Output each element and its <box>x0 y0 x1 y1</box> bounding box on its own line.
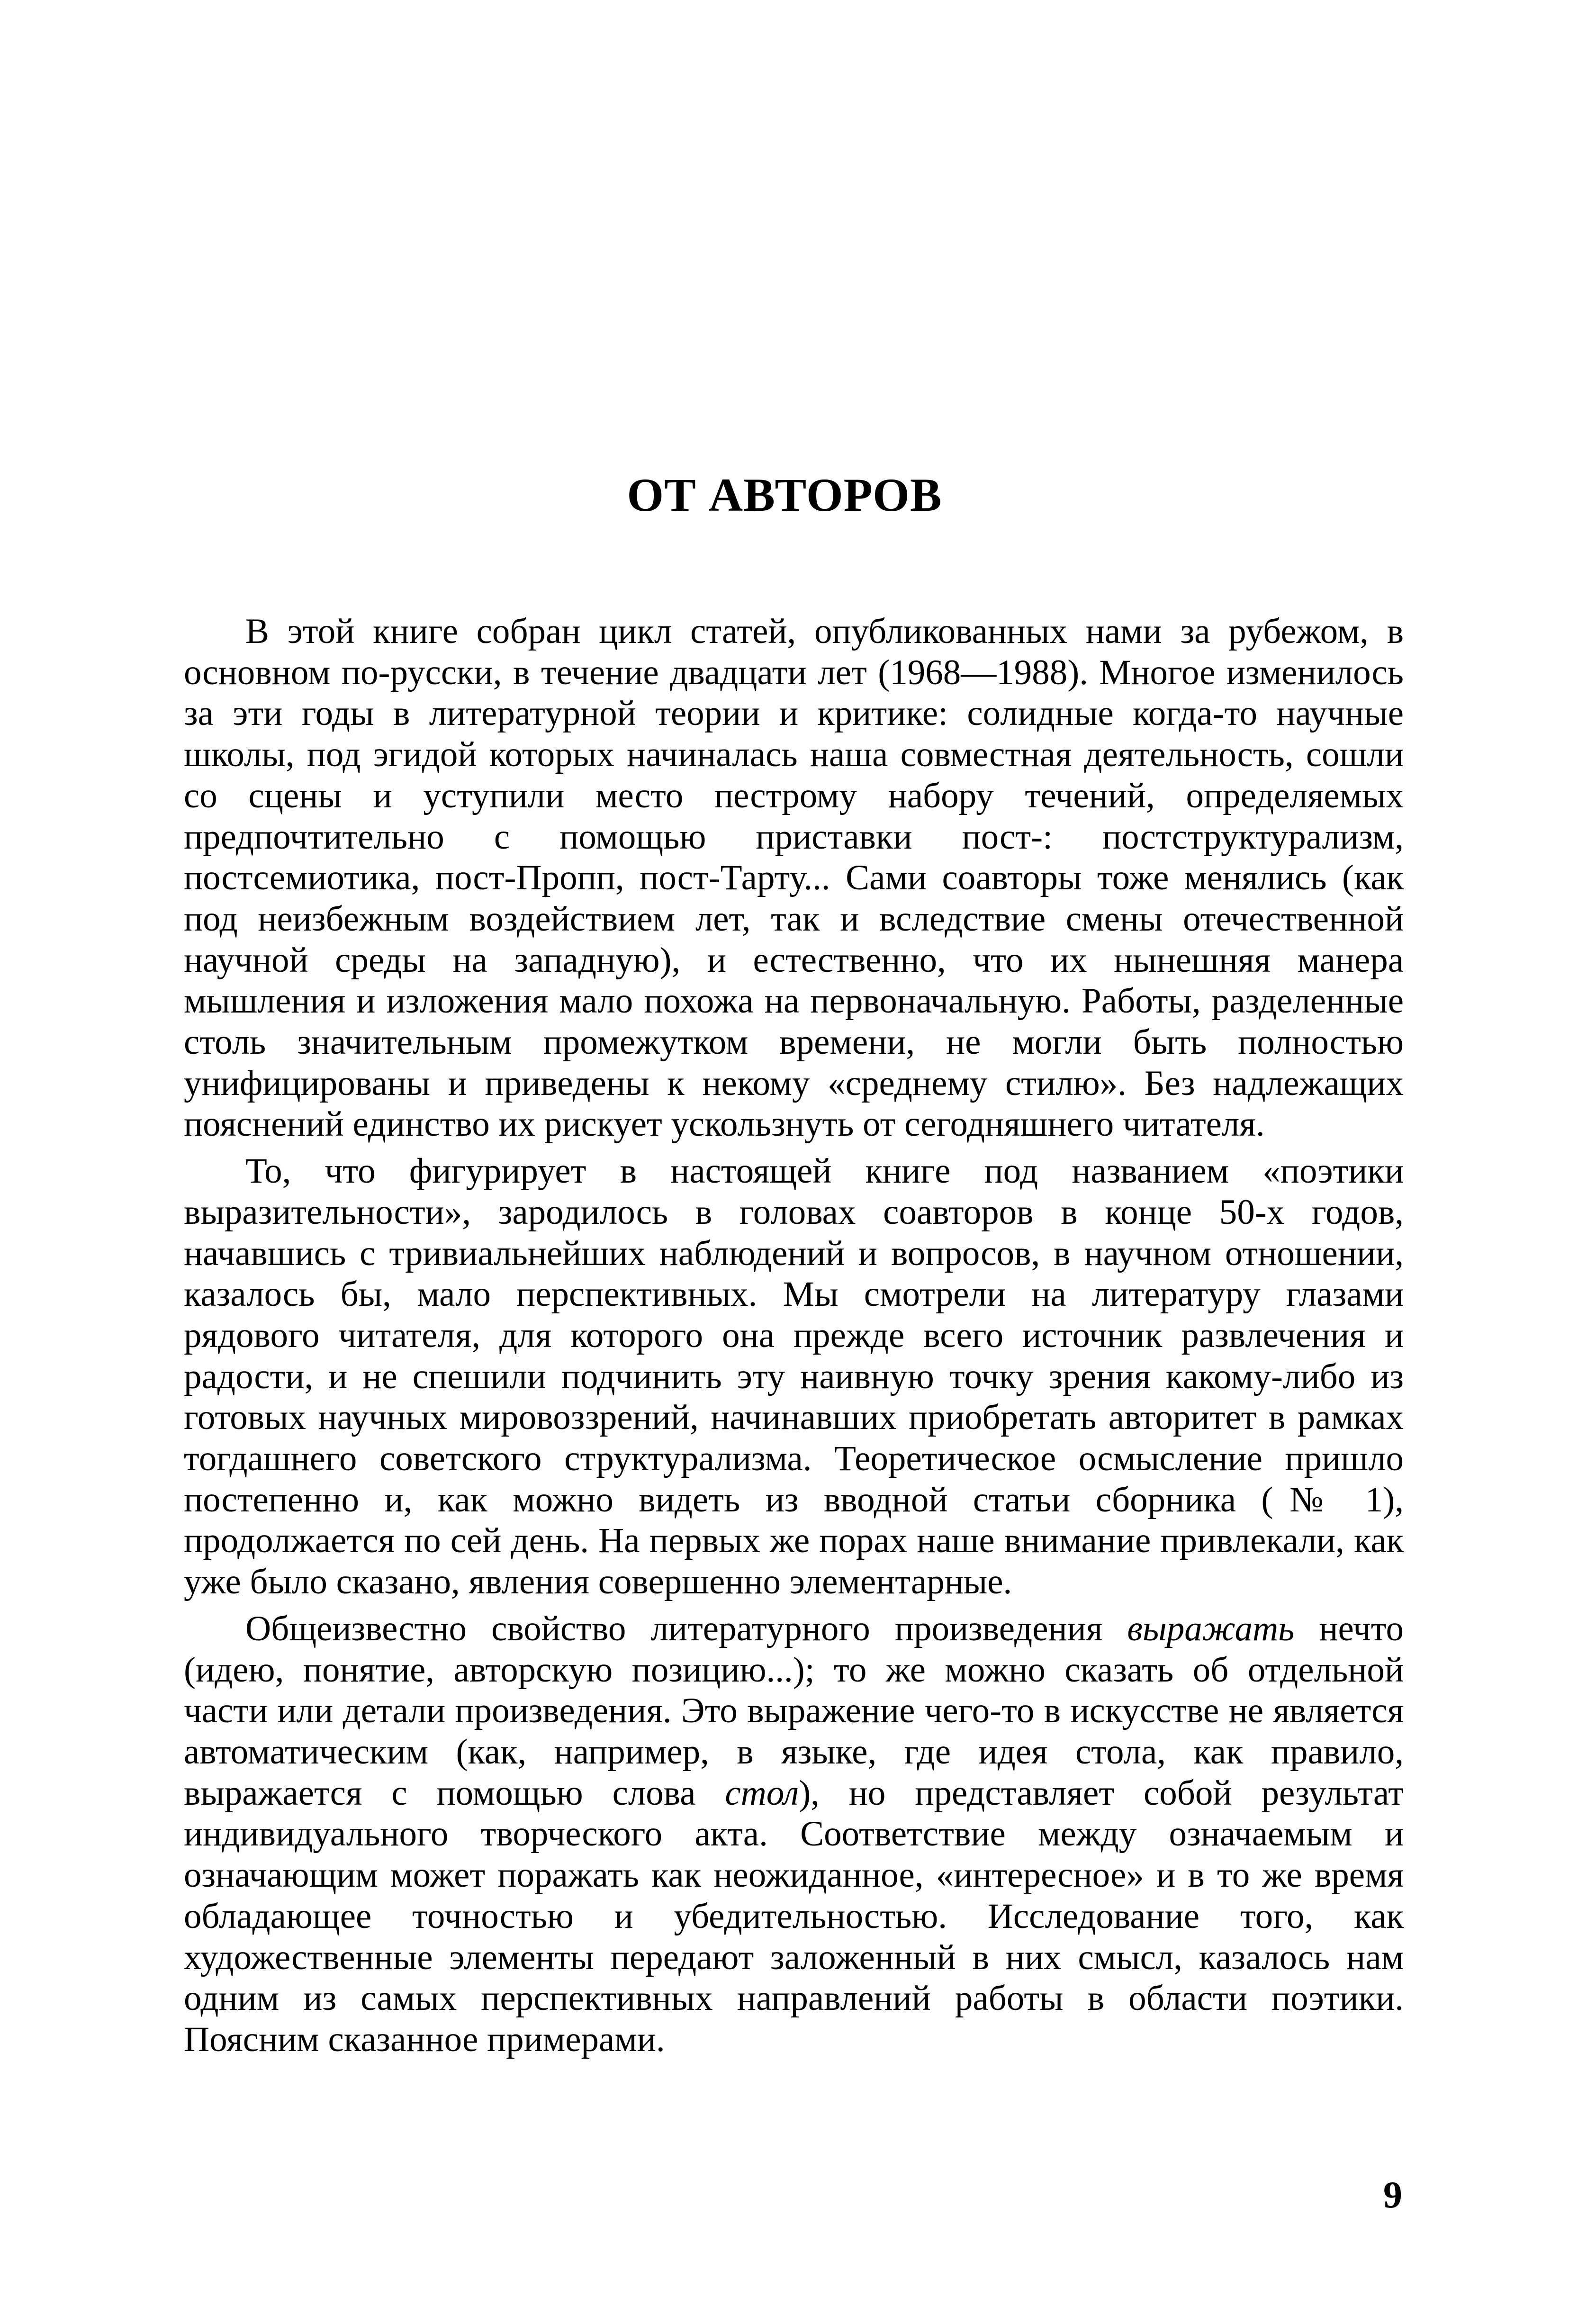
paragraph-text: То, что фигурирует в настоящей книге под названием «поэтики выразительности», зародилось в головах соавторов в конце 50-х годов, начавшись с тривиальнейших наблюдений и вопросов, в научном отношении, казалось бы, мало перспективных. Мы смотрели на литературу глазами рядового читателя, для которого она прежде всего источник развлечения и радости, и не спешили подчинить эту наивную точку зрения какому-либо из готовых научных мировоззрений, начинавших приобретать авторитет в рамках тогдашнего советского структурализма. Теоретическое осмысление пришло постепенно и, как можно видеть из вводной статьи сборника (№ 1), продолжается по сей день. На первых же порах наше внимание привлекали, как уже было сказано, явления совершенно элементарные. <box>184 1151 1404 1602</box>
italic-term-stol: стол <box>725 1773 799 1813</box>
paragraph-text: нечто (идею, понятие, авторскую позицию...); то же можно сказать об отдельной части или детали произведения. Это выражение чего-то в искусстве не является автоматическим (как, например, в языке, где идея стола, как правило, выражается с помощью слова <box>184 1609 1404 1813</box>
paragraph-3 <box>184 1609 1404 2061</box>
paragraph-1 <box>184 611 1404 1145</box>
body-text <box>184 611 1404 2066</box>
paragraph-text: ), но представляет собой результат индивидуального творческого акта. Соответствие между означаемым и означающим может поражать как неожиданное, «интересное» и в то же время обладающее точностью и убедительностью. Исследование того, как художественные элементы передают заложенный в них смысл, казалось нам одним из самых перспективных направлений работы в области поэтики. Поясним сказанное примерами. <box>184 1773 1404 2059</box>
italic-term-vyrazhat: выражать <box>1127 1609 1295 1648</box>
paragraph-text: В этой книге собран цикл статей, опубликованных нами за рубежом, в основном по-русски, в течение двадцати лет (1968—1988). Многое изменилось за эти годы в литературной теории и критике: солидные когда-то научные школы, под эгидой которых начиналась наша совместная деятельность, сошли со сцены и уступили место пестрому набору течений, определяемых предпочтительно с помощью приставки пост-: постструктурализм, постсемиотика, пост-Пропп, пост-Тарту... Сами соавторы тоже менялись (как под неизбежным воздействием лет, так и вследствие смены отечественной научной среды на западную), и естественно, что их нынешняя манера мышления и изложения мало похожа на первоначальную. Работы, разделенные столь значительным промежутком времени, не могли быть полностью унифицированы и приведены к некому «среднему стилю». Без надлежащих пояснений единство их рискует ускользнуть от сегодняшнего читателя. <box>184 612 1404 1144</box>
page-title: ОТ АВТОРОВ <box>627 469 942 521</box>
page-number: 9 <box>1383 2174 1402 2216</box>
paragraph-text: Общеизвестно свойство литературного произведения <box>245 1609 1127 1648</box>
paragraph-2 <box>184 1151 1404 1603</box>
